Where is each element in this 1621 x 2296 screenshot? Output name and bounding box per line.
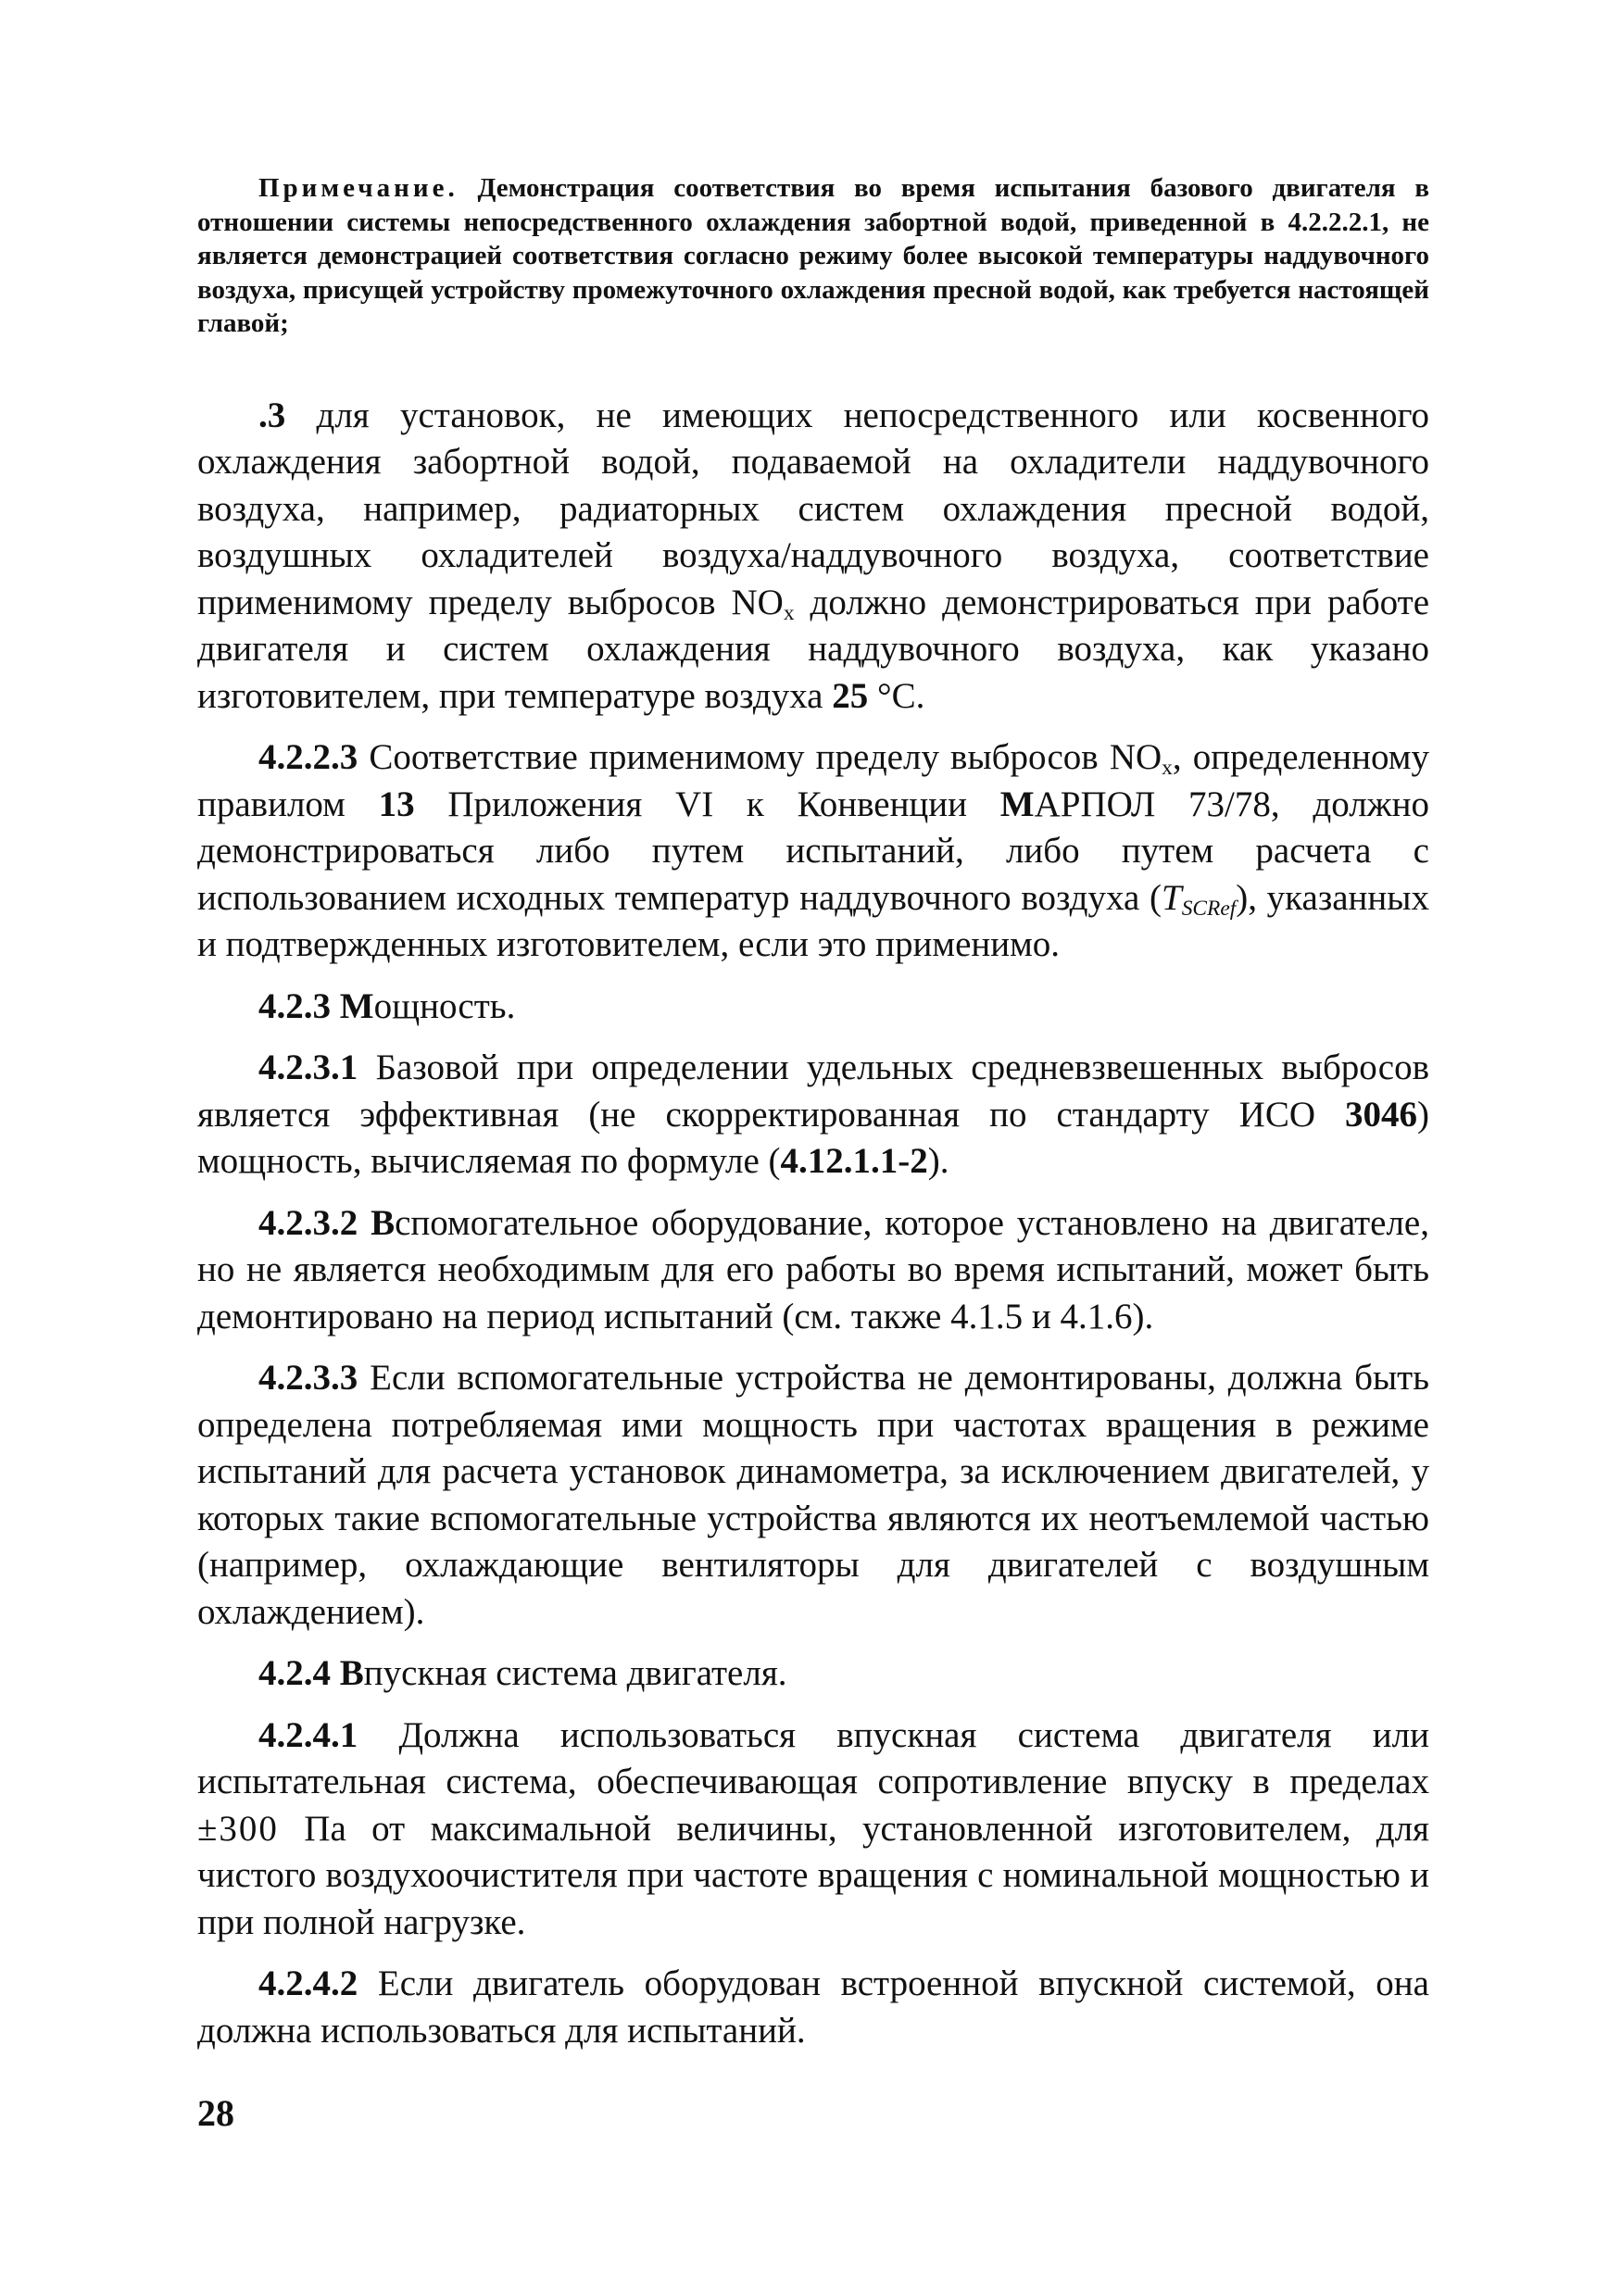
paragraph-text: , определенному правилом: [197, 737, 1429, 824]
paragraph-text: Па от максимальной величины, установленной изготовителем, для чистого воздухоочистителя при частоте вращения с номинальной мощностью и при полной нагрузке.: [197, 1808, 1429, 1942]
paragraph-text: °C.: [868, 675, 925, 716]
heading-4-2-4: [197, 1650, 1429, 1698]
paragraph-4-2-4-1: [197, 1713, 1429, 1947]
paragraph-text: спомогательное оборудование, которое установлено на двигателе, но не является необходимым для его работы во время испытаний, может быть демонтировано на период испытаний (см. также 4.1.5 и 4.1.6).: [197, 1202, 1429, 1336]
paragraph-number: .3: [258, 395, 286, 435]
note-label: Примечание.: [258, 173, 459, 203]
note-text: Демонстрация соответствия во время испытания базового двигателя в отношении системы непосредственного охлаждения забортной водой, приведенной в 4.2.2.2.1, не является демонстрацией соответствия согласно режиму более высокой температуры наддувочного воздуха, присущей устройству промежуточного охлаждения пресной водой, как требуется настоящей главой;: [197, 173, 1429, 338]
paragraph-4-2-3-2: [197, 1200, 1429, 1341]
bold-letter: В: [331, 1653, 364, 1693]
paragraph-number: 4.2.3.2: [258, 1202, 358, 1243]
paragraph-number: 4.2.4.2: [258, 1964, 358, 2003]
bold-letter: М: [999, 784, 1035, 824]
paragraph-text: ), указанных и подтвержденных изготовителем, если это применимо.: [197, 877, 1429, 964]
paragraph-text: ).: [927, 1141, 949, 1181]
bold-letter: М: [339, 985, 374, 1026]
note-paragraph: [197, 171, 1429, 341]
bold-letter: В: [358, 1202, 396, 1243]
paragraph-4-2-3-1: [197, 1045, 1429, 1186]
section-title: пускная система двигателя.: [363, 1653, 787, 1693]
paragraph-3: [197, 393, 1429, 721]
paragraph-text: Базовой при определении удельных средневзвешенных выбросов является эффективная (не скорректированная по стандарту ИСО: [197, 1048, 1429, 1135]
paragraph-4-2-3-3: [197, 1355, 1429, 1636]
paragraph-4-2-4-2: [197, 1961, 1429, 2054]
paragraph-number: 4.2.2.3: [258, 737, 358, 777]
paragraph-text: должно демонстрироваться при работе двигателя и систем охлаждения наддувочного воздуха, как указано изготовителем, при температуре воздуха: [197, 582, 1430, 716]
variable-symbol: T: [1162, 877, 1182, 918]
page-content: [197, 171, 1429, 2054]
subscript: x: [1162, 755, 1173, 780]
paragraph-4-2-2-3: [197, 734, 1429, 969]
paragraph-text: ) мощность, вычисляемая по формуле (: [197, 1094, 1429, 1181]
variable-subscript: SCRef: [1181, 896, 1237, 921]
paragraph-number: 4.2.3.1: [258, 1048, 358, 1087]
paragraph-text: Должна использоваться впускная система двигателя или испытательная система, обеспечивающая сопротивление впуску в пределах: [197, 1714, 1429, 1801]
paragraph-text: Если двигатель оборудован встроенной впускной системой, она должна использоваться для испытаний.: [197, 1964, 1429, 2051]
formula-reference: 4.12.1.1-2: [780, 1141, 928, 1181]
rule-number: 13: [378, 784, 415, 824]
subscript: x: [783, 600, 795, 625]
paragraph-number: 4.2.3.3: [258, 1358, 358, 1398]
standard-number: 3046: [1345, 1094, 1417, 1135]
body-text: [197, 393, 1429, 2055]
section-number: 4.2.4: [258, 1653, 331, 1693]
convention-name: АРПОЛ 73/78: [1034, 784, 1271, 824]
paragraph-text: Если вспомогательные устройства не демонтированы, должна быть определена потребляемая ими мощность при частотах вращения в режиме испытаний для расчета установок динамометра, за исключением двигателей, у которых такие вспомогательные устройства являются их неотъемлемой частью (например, охлаждающие вентиляторы для двигателей с воздушным охлаждением).: [197, 1358, 1429, 1632]
paragraph-text: для установок, не имеющих непосредственного или косвенного охлаждения забортной водой, подаваемой на охладители наддувочного воздуха, например, радиаторных систем охлаждения пресной водой, воздушных охладителей воздуха/наддувочного воздуха, соответствие применимому пределу выбросов NO: [197, 395, 1429, 622]
heading-4-2-3: [197, 984, 1429, 1031]
paragraph-text: , должно демонстрироваться либо путем испытаний, либо путем расчета с использованием исходных температур наддувочного воздуха (: [197, 784, 1429, 918]
paragraph-number: 4.2.4.1: [258, 1714, 358, 1755]
paragraph-text: Соответствие применимому пределу выбросов NO: [358, 737, 1162, 777]
temperature-value: 25: [832, 675, 869, 716]
page-number: 28: [197, 2092, 234, 2134]
tolerance-value: ±300: [197, 1808, 279, 1849]
paragraph-text: Приложения VI к Конвенции: [414, 784, 1000, 824]
section-number: 4.2.3: [258, 985, 331, 1026]
section-title: ощность.: [373, 985, 516, 1026]
